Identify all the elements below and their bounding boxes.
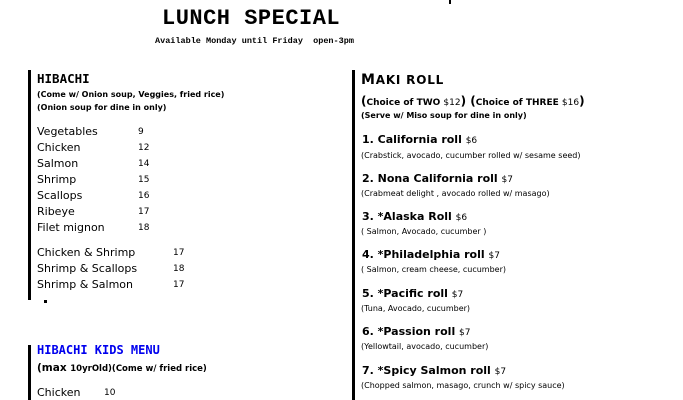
combo-item-name: Shrimp & Salmon — [37, 278, 133, 291]
roll-name: 3. *Alaska Roll $6 — [362, 210, 468, 223]
bullet-mark — [44, 300, 47, 303]
hibachi-title: HIBACHI — [37, 71, 90, 86]
hibachi-note-2: (Onion soup for dine in only) — [37, 103, 167, 112]
menu-item-price: 14 — [138, 159, 150, 169]
roll-price: $7 — [451, 290, 464, 300]
menu-item-name: Filet mignon — [37, 221, 105, 234]
page-title: LUNCH SPECIAL — [162, 6, 341, 31]
kids-menu-title: HIBACHI KIDS MENU — [37, 343, 160, 357]
roll-price: $7 — [494, 367, 507, 377]
roll-name: 2. Nona California roll $7 — [362, 172, 513, 185]
maki-title — [361, 72, 444, 88]
maki-section-bar — [352, 70, 355, 400]
maki-choice-line: (Choice of TWO $12) (Choice of THREE $16) — [361, 94, 585, 108]
menu-item-name: Salmon — [37, 157, 79, 170]
kids-item-price: 10 — [104, 388, 116, 398]
top-mark — [449, 0, 451, 4]
combo-item-name: Chicken & Shrimp — [37, 246, 136, 259]
kids-note-max: (max — [37, 362, 71, 374]
roll-description: (Chopped salmon, masago, crunch w/ spicy sauce) — [361, 381, 565, 390]
roll-price: $7 — [488, 251, 500, 261]
choice-two-label: Choice of TWO — [366, 98, 444, 108]
maki-serve-note: (Serve w/ Miso soup for dine in only) — [361, 111, 527, 120]
menu-item-name: Scallops — [37, 189, 83, 202]
roll-price: $6 — [455, 213, 468, 223]
menu-item-name: Shrimp — [37, 173, 77, 186]
maki-title-rest: AKI ROLL — [375, 73, 445, 87]
kids-menu-note — [37, 362, 207, 374]
roll-description: (Yellowtail, avocado, cucumber) — [361, 342, 489, 351]
maki-title-first: M — [361, 72, 376, 88]
kids-section-bar — [28, 345, 31, 400]
kids-item-name: Chicken — [37, 386, 81, 399]
roll-name: 4. *Philadelphia roll $7 — [362, 248, 500, 261]
combo-item-name: Shrimp & Scallops — [37, 262, 138, 275]
roll-name: 5. *Pacific roll $7 — [362, 287, 464, 300]
choice-three-label: Choice of THREE — [475, 98, 562, 108]
menu-item-name: Vegetables — [37, 125, 98, 138]
menu-item-name: Chicken — [37, 141, 81, 154]
hibachi-section-bar — [28, 70, 31, 300]
combo-item-price: 17 — [173, 280, 185, 290]
roll-name: 6. *Passion roll $7 — [362, 325, 471, 338]
combo-item-price: 17 — [173, 248, 185, 258]
combo-item-price: 18 — [173, 264, 185, 274]
choice-three-price: $16 — [561, 98, 580, 108]
menu-item-name: Ribeye — [37, 205, 75, 218]
menu-item-price: 16 — [138, 191, 150, 201]
roll-price: $6 — [465, 136, 478, 146]
menu-item-price: 15 — [138, 175, 150, 185]
roll-description: (Tuna, Avocado, cucumber) — [361, 304, 471, 313]
menu-item-price: 12 — [138, 143, 150, 153]
roll-name: 1. California roll $6 — [362, 133, 478, 146]
choice-two-price: $12 — [443, 98, 461, 108]
page-subtitle: Available Monday until Friday open-3pm — [155, 36, 354, 46]
roll-name: 7. *Spicy Salmon roll $7 — [362, 364, 507, 377]
kids-note-rest: 10yrOld)(Come w/ fried rice) — [70, 364, 207, 374]
roll-price: $7 — [501, 175, 513, 185]
menu-item-price: 9 — [138, 127, 144, 137]
roll-description: ( Salmon, Avocado, cucumber ) — [361, 227, 487, 236]
menu-item-price: 18 — [138, 223, 150, 233]
roll-description: ( Salmon, cream cheese, cucumber) — [361, 265, 507, 274]
roll-description: (Crabstick, avocado, cucumber rolled w/ sesame seed) — [361, 151, 581, 160]
roll-description: (Crabmeat delight , avocado rolled w/ masago) — [361, 189, 550, 198]
hibachi-note-1: (Come w/ Onion soup, Veggies, fried rice) — [37, 90, 225, 99]
roll-price: $7 — [459, 328, 471, 338]
menu-item-price: 17 — [138, 207, 150, 217]
